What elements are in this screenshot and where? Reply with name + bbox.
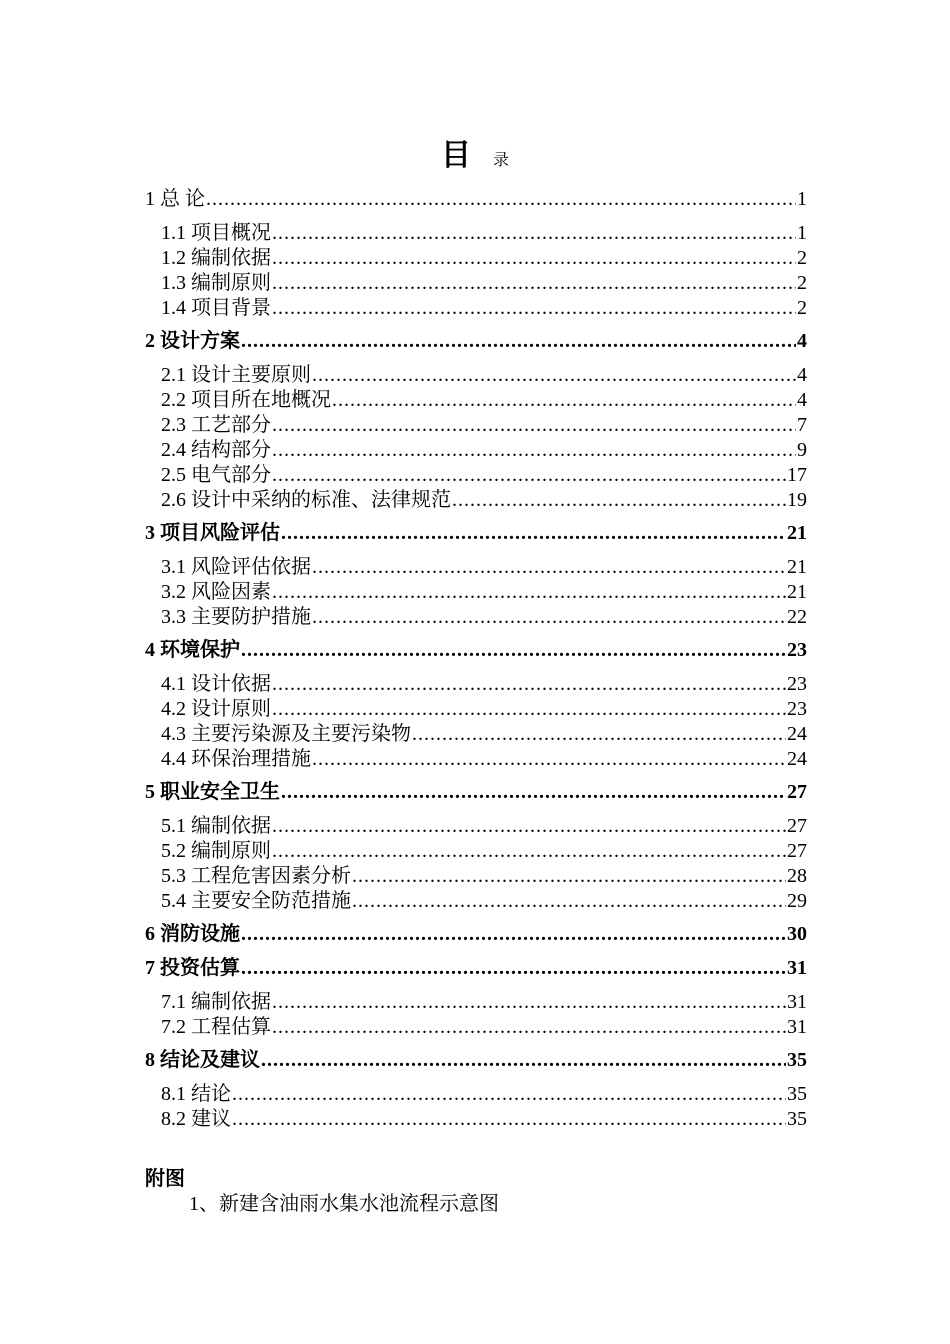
toc-leader-dots — [206, 188, 796, 211]
toc-section[interactable] — [145, 951, 807, 979]
toc-section-label: 7 投资估算 — [145, 957, 240, 979]
toc-page-number: 23 — [787, 698, 807, 720]
toc-subsection-label: 4.4 环保治理措施 — [161, 748, 311, 770]
table-of-contents — [145, 182, 807, 1130]
toc-subsection-label: 2.5 电气部分 — [161, 464, 271, 486]
toc-subsection-label: 2.2 项目所在地概况 — [161, 389, 331, 411]
toc-subsection-label: 2.3 工艺部分 — [161, 414, 271, 436]
toc-subsection-label: 5.4 主要安全防范措施 — [161, 890, 351, 912]
toc-section[interactable] — [145, 182, 807, 210]
toc-page-number: 7 — [797, 414, 807, 436]
toc-page-number: 31 — [787, 991, 807, 1013]
title-sub: 录 — [492, 152, 509, 169]
toc-subsection-label: 3.2 风险因素 — [161, 581, 271, 603]
toc-leader-dots — [241, 330, 796, 353]
toc-page-number: 21 — [787, 522, 807, 544]
toc-leader-dots — [332, 389, 796, 412]
toc-subsection-label: 1.2 编制依据 — [161, 247, 271, 269]
toc-page-number: 27 — [787, 840, 807, 862]
toc-leader-dots — [241, 639, 786, 662]
toc-subsection-label: 7.1 编制依据 — [161, 991, 271, 1013]
toc-leader-dots — [312, 606, 786, 629]
toc-subsection-label: 5.1 编制依据 — [161, 815, 271, 837]
toc-page-number: 31 — [787, 957, 807, 979]
toc-section[interactable] — [145, 516, 807, 544]
toc-page-number: 30 — [787, 923, 807, 945]
toc-leader-dots — [272, 1016, 786, 1039]
toc-page-number: 35 — [787, 1083, 807, 1105]
toc-subsection[interactable] — [145, 809, 807, 837]
toc-subsection-label: 4.2 设计原则 — [161, 698, 271, 720]
toc-leader-dots — [241, 923, 786, 946]
toc-subsection-label: 7.2 工程估算 — [161, 1016, 271, 1038]
toc-leader-dots — [281, 522, 786, 545]
toc-leader-dots — [272, 247, 796, 270]
toc-leader-dots — [272, 222, 796, 245]
toc-leader-dots — [272, 581, 786, 604]
toc-page-number: 19 — [787, 489, 807, 511]
toc-page-number: 35 — [787, 1108, 807, 1130]
toc-section-label: 6 消防设施 — [145, 923, 240, 945]
toc-leader-dots — [232, 1108, 786, 1131]
toc-subsection-label: 2.4 结构部分 — [161, 439, 271, 461]
toc-page-number: 27 — [787, 781, 807, 803]
toc-page-number: 29 — [787, 890, 807, 912]
toc-leader-dots — [272, 272, 796, 295]
toc-subsection-label: 1.4 项目背景 — [161, 297, 271, 319]
toc-leader-dots — [232, 1083, 786, 1106]
toc-subsection[interactable] — [145, 667, 807, 695]
toc-subsection-label: 8.2 建议 — [161, 1108, 231, 1130]
toc-leader-dots — [412, 723, 786, 746]
toc-page-number: 4 — [797, 389, 807, 411]
toc-leader-dots — [352, 890, 786, 913]
appendix-heading: 附图 — [145, 1168, 185, 1190]
toc-page-number: 9 — [797, 439, 807, 461]
page-title — [0, 130, 950, 174]
toc-section-label: 4 环境保护 — [145, 639, 240, 661]
toc-leader-dots — [281, 781, 786, 804]
toc-page-number: 23 — [787, 673, 807, 695]
toc-leader-dots — [272, 673, 786, 696]
toc-leader-dots — [272, 991, 786, 1014]
toc-subsection-label: 3.1 风险评估依据 — [161, 556, 311, 578]
toc-leader-dots — [241, 957, 786, 980]
toc-page-number: 2 — [797, 247, 807, 269]
toc-page-number: 27 — [787, 815, 807, 837]
toc-subsection[interactable] — [145, 985, 807, 1013]
toc-section[interactable] — [145, 1043, 807, 1071]
toc-subsection[interactable] — [145, 550, 807, 578]
toc-subsection-label: 4.3 主要污染源及主要污染物 — [161, 723, 411, 745]
appendix-item[interactable]: 1、新建含油雨水集水池流程示意图 — [189, 1193, 499, 1215]
toc-page-number: 24 — [787, 748, 807, 770]
toc-leader-dots — [452, 489, 786, 512]
toc-page-number: 21 — [787, 581, 807, 603]
title-main: 目 — [440, 139, 471, 172]
toc-section-label: 2 设计方案 — [145, 330, 240, 352]
toc-subsection-label: 8.1 结论 — [161, 1083, 231, 1105]
toc-page-number: 4 — [797, 330, 807, 352]
toc-section-label: 3 项目风险评估 — [145, 522, 280, 544]
toc-page-number: 28 — [787, 865, 807, 887]
toc-subsection-label: 4.1 设计依据 — [161, 673, 271, 695]
toc-subsection-label: 3.3 主要防护措施 — [161, 606, 311, 628]
toc-leader-dots — [272, 815, 786, 838]
toc-page-number: 23 — [787, 639, 807, 661]
toc-leader-dots — [261, 1049, 786, 1072]
toc-subsection-label: 1.1 项目概况 — [161, 222, 271, 244]
toc-subsection-label: 2.1 设计主要原则 — [161, 364, 311, 386]
toc-page-number: 1 — [797, 188, 807, 210]
toc-subsection-label: 5.3 工程危害因素分析 — [161, 865, 351, 887]
toc-page-number: 22 — [787, 606, 807, 628]
toc-page-number: 35 — [787, 1049, 807, 1071]
toc-section[interactable] — [145, 775, 807, 803]
toc-page-number: 1 — [797, 222, 807, 244]
toc-section-label: 5 职业安全卫生 — [145, 781, 280, 803]
toc-section-label: 8 结论及建议 — [145, 1049, 260, 1071]
toc-section[interactable] — [145, 324, 807, 352]
toc-leader-dots — [352, 865, 786, 888]
toc-page-number: 4 — [797, 364, 807, 386]
toc-leader-dots — [272, 297, 796, 320]
toc-subsection[interactable] — [145, 358, 807, 386]
toc-page-number: 24 — [787, 723, 807, 745]
toc-leader-dots — [312, 748, 786, 771]
toc-leader-dots — [272, 414, 796, 437]
toc-section[interactable] — [145, 917, 807, 945]
toc-section[interactable] — [145, 633, 807, 661]
toc-page-number: 31 — [787, 1016, 807, 1038]
toc-subsection[interactable] — [145, 1077, 807, 1105]
toc-leader-dots — [312, 364, 796, 387]
toc-page-number: 17 — [787, 464, 807, 486]
toc-section-label: 1 总 论 — [145, 188, 205, 210]
toc-page-number: 21 — [787, 556, 807, 578]
toc-subsection-label: 1.3 编制原则 — [161, 272, 271, 294]
toc-page-number: 2 — [797, 272, 807, 294]
toc-leader-dots — [272, 439, 796, 462]
toc-subsection-label: 5.2 编制原则 — [161, 840, 271, 862]
toc-subsection[interactable] — [145, 216, 807, 244]
toc-page-number: 2 — [797, 297, 807, 319]
toc-subsection-label: 2.6 设计中采纳的标准、法律规范 — [161, 489, 451, 511]
toc-leader-dots — [312, 556, 786, 579]
